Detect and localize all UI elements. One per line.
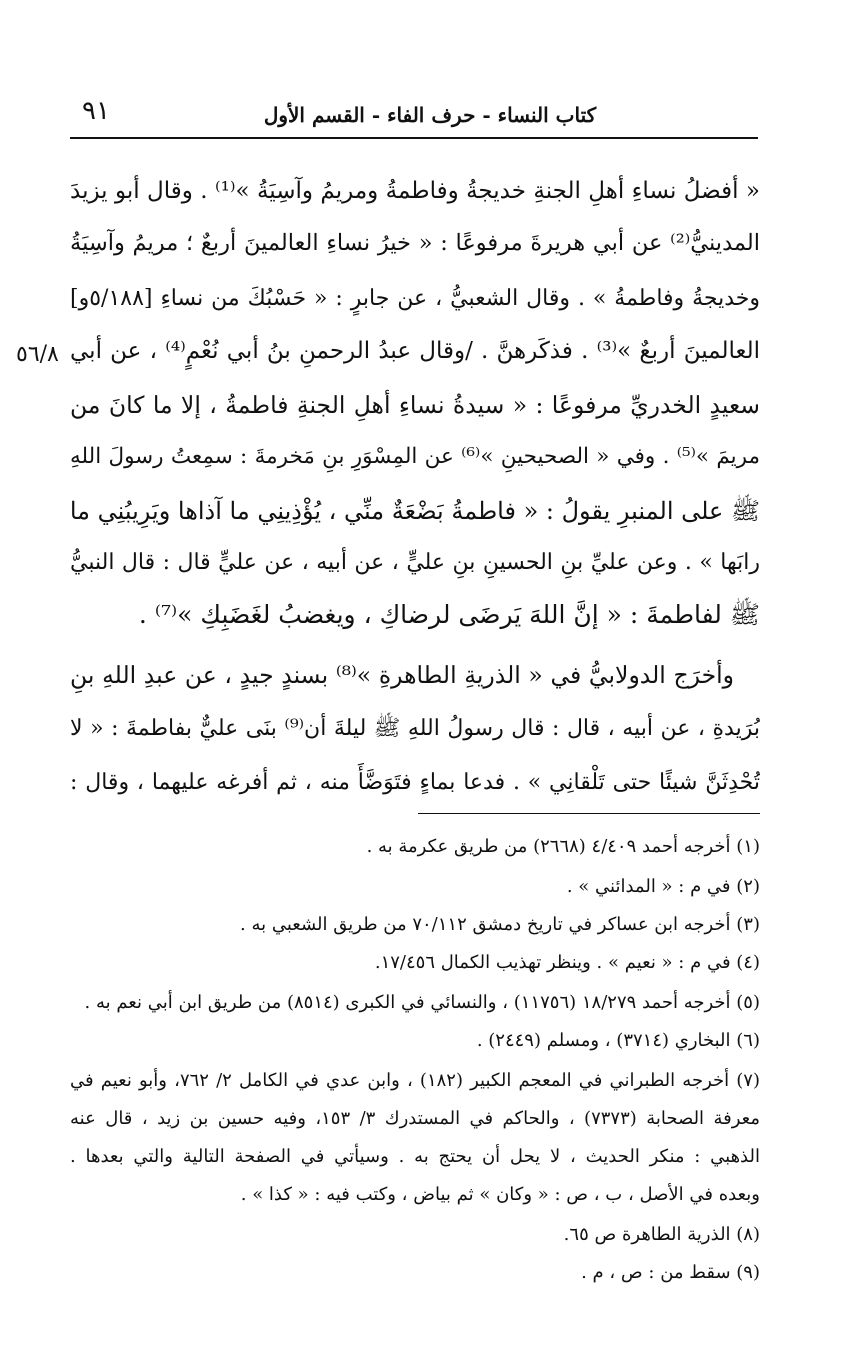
running-header-title: كتاب النساء - حرف الفاء - القسم الأول (263, 103, 597, 127)
text-line: بُرَيدةِ ، عن أبيه ، قال : قال رسولُ اللهِ ﷺ ليلةَ أن⁽⁹⁾ بنَى عليٌّ بفاطمةَ : « لا (70, 716, 760, 741)
footnote: (٤) في م : « نعيم » . وينظر تهذيب الكمال ١٧/٤٥٦. (374, 952, 760, 973)
text-line: ﷺ على المنبرِ يقولُ : « فاطمةُ بَضْعَةٌ منِّي ، يُؤْذِينِي ما آذاها ويَرِيبُنِي ما (70, 497, 760, 525)
text-line: سعيدٍ الخدريِّ مرفوعًا : « سيدةُ نساءِ أهلِ الجنةِ فاطمةُ ، إلا ما كانَ من (70, 391, 760, 419)
text-line: مريمَ »⁽⁵⁾ . وفي « الصحيحينِ »⁽⁶⁾ عن المِسْوَرِ بنِ مَخرمةَ : سمِعتُ رسولَ اللهِ (70, 444, 760, 469)
footnote: (٣) أخرجه ابن عساكر في تاريخ دمشق ٧٠/١١٢ من طريق الشعبي به . (240, 914, 760, 935)
footnote: (١) أخرجه أحمد ٤/٤٠٩ (٢٦٦٨) من طريق عكرمة به . (366, 836, 760, 857)
text-line: وأخرَج الدولابيُّ في « الذريةِ الطاهرةِ »⁽⁸⁾ بسندٍ جيدٍ ، عن عبدِ اللهِ بنِ (70, 661, 734, 689)
footnote: (٢) في م : « المدائني » . (566, 876, 760, 897)
footnote: (٧) أخرجه الطبراني في المعجم الكبير (١٨٢) ، وابن عدي في الكامل ٢/ ٧٦٢، وأبو نعيم في (70, 1070, 760, 1091)
text-line: تُحْدِثَنَّ شيئًا حتى تَلْقانِي » . فدعا بماءٍ فتَوَضَّأَ منه ، ثم أفرغه عليهما ، وقال : (70, 770, 760, 795)
header-rule (70, 137, 758, 139)
text-line: وخديجةُ وفاطمةُ » . وقال الشعبيُّ ، عن جابرٍ : « حَسْبُكَ من نساءِ [٥/١٨٨و] (70, 286, 760, 311)
footnote: (٨) الذرية الطاهرة ص ٦٥. (563, 1224, 760, 1245)
footnote-continuation: وبعده في الأصل ، ب ، ص : « وكان » ثم بياض ، وكتب فيه : « كذا » . (240, 1184, 760, 1205)
footnote-continuation: معرفة الصحابة (٧٣٧٣) ، والحاكم في المستدرك ٣/ ١٥٣، وفيه حسين بن زيد ، قال عنه (70, 1108, 760, 1129)
footnote: (٦) البخاري (٣٧١٤) ، ومسلم (٢٤٤٩) . (476, 1030, 760, 1051)
text-line: « أفضلُ نساءِ أهلِ الجنةِ خديجةُ وفاطمةُ ومريمُ وآسِيَةُ »⁽¹⁾ . وقال أبو يزيدَ (70, 178, 760, 204)
footnote-continuation: الذهبي : منكر الحديث ، لا يحل أن يحتج به . وسيأتي في الصفحة التالية والتي بعدها . (70, 1146, 760, 1167)
footnote: (٩) سقط من : ص ، م . (581, 1262, 760, 1283)
margin-volume-page-note: ٥٦/٨ (16, 342, 59, 367)
footnote-separator (418, 813, 760, 814)
footnote: (٥) أخرجه أحمد ١٨/٢٧٩ (١١٧٥٦) ، والنسائي في الكبرى (٨٥١٤) من طريق ابن أبي نعم به . (84, 992, 760, 1013)
page-number: ٩١ (82, 96, 110, 126)
text-line: العالمينَ أربعٌ »⁽³⁾ . فذكَرهنَّ . /وقال عبدُ الرحمنِ بنُ أبي نُعْمٍ⁽⁴⁾ ، عن أبي (70, 338, 760, 364)
text-line: رابَها » . وعن عليِّ بنِ الحسينِ بنِ عليٍّ ، عن أبيه ، عن عليٍّ قال : قال النبيُّ (70, 550, 760, 575)
text-line: ﷺ لفاطمةَ : « إنَّ اللهَ يَرضَى لرضاكِ ، ويغضبُ لغَضَبِكِ »⁽⁷⁾ . (138, 600, 760, 629)
text-line: المدينيُّ⁽²⁾ عن أبي هريرةَ مرفوعًا : « خيرُ نساءِ العالمينَ أربعٌ ؛ مريمُ وآسِيَةُ (70, 230, 760, 256)
